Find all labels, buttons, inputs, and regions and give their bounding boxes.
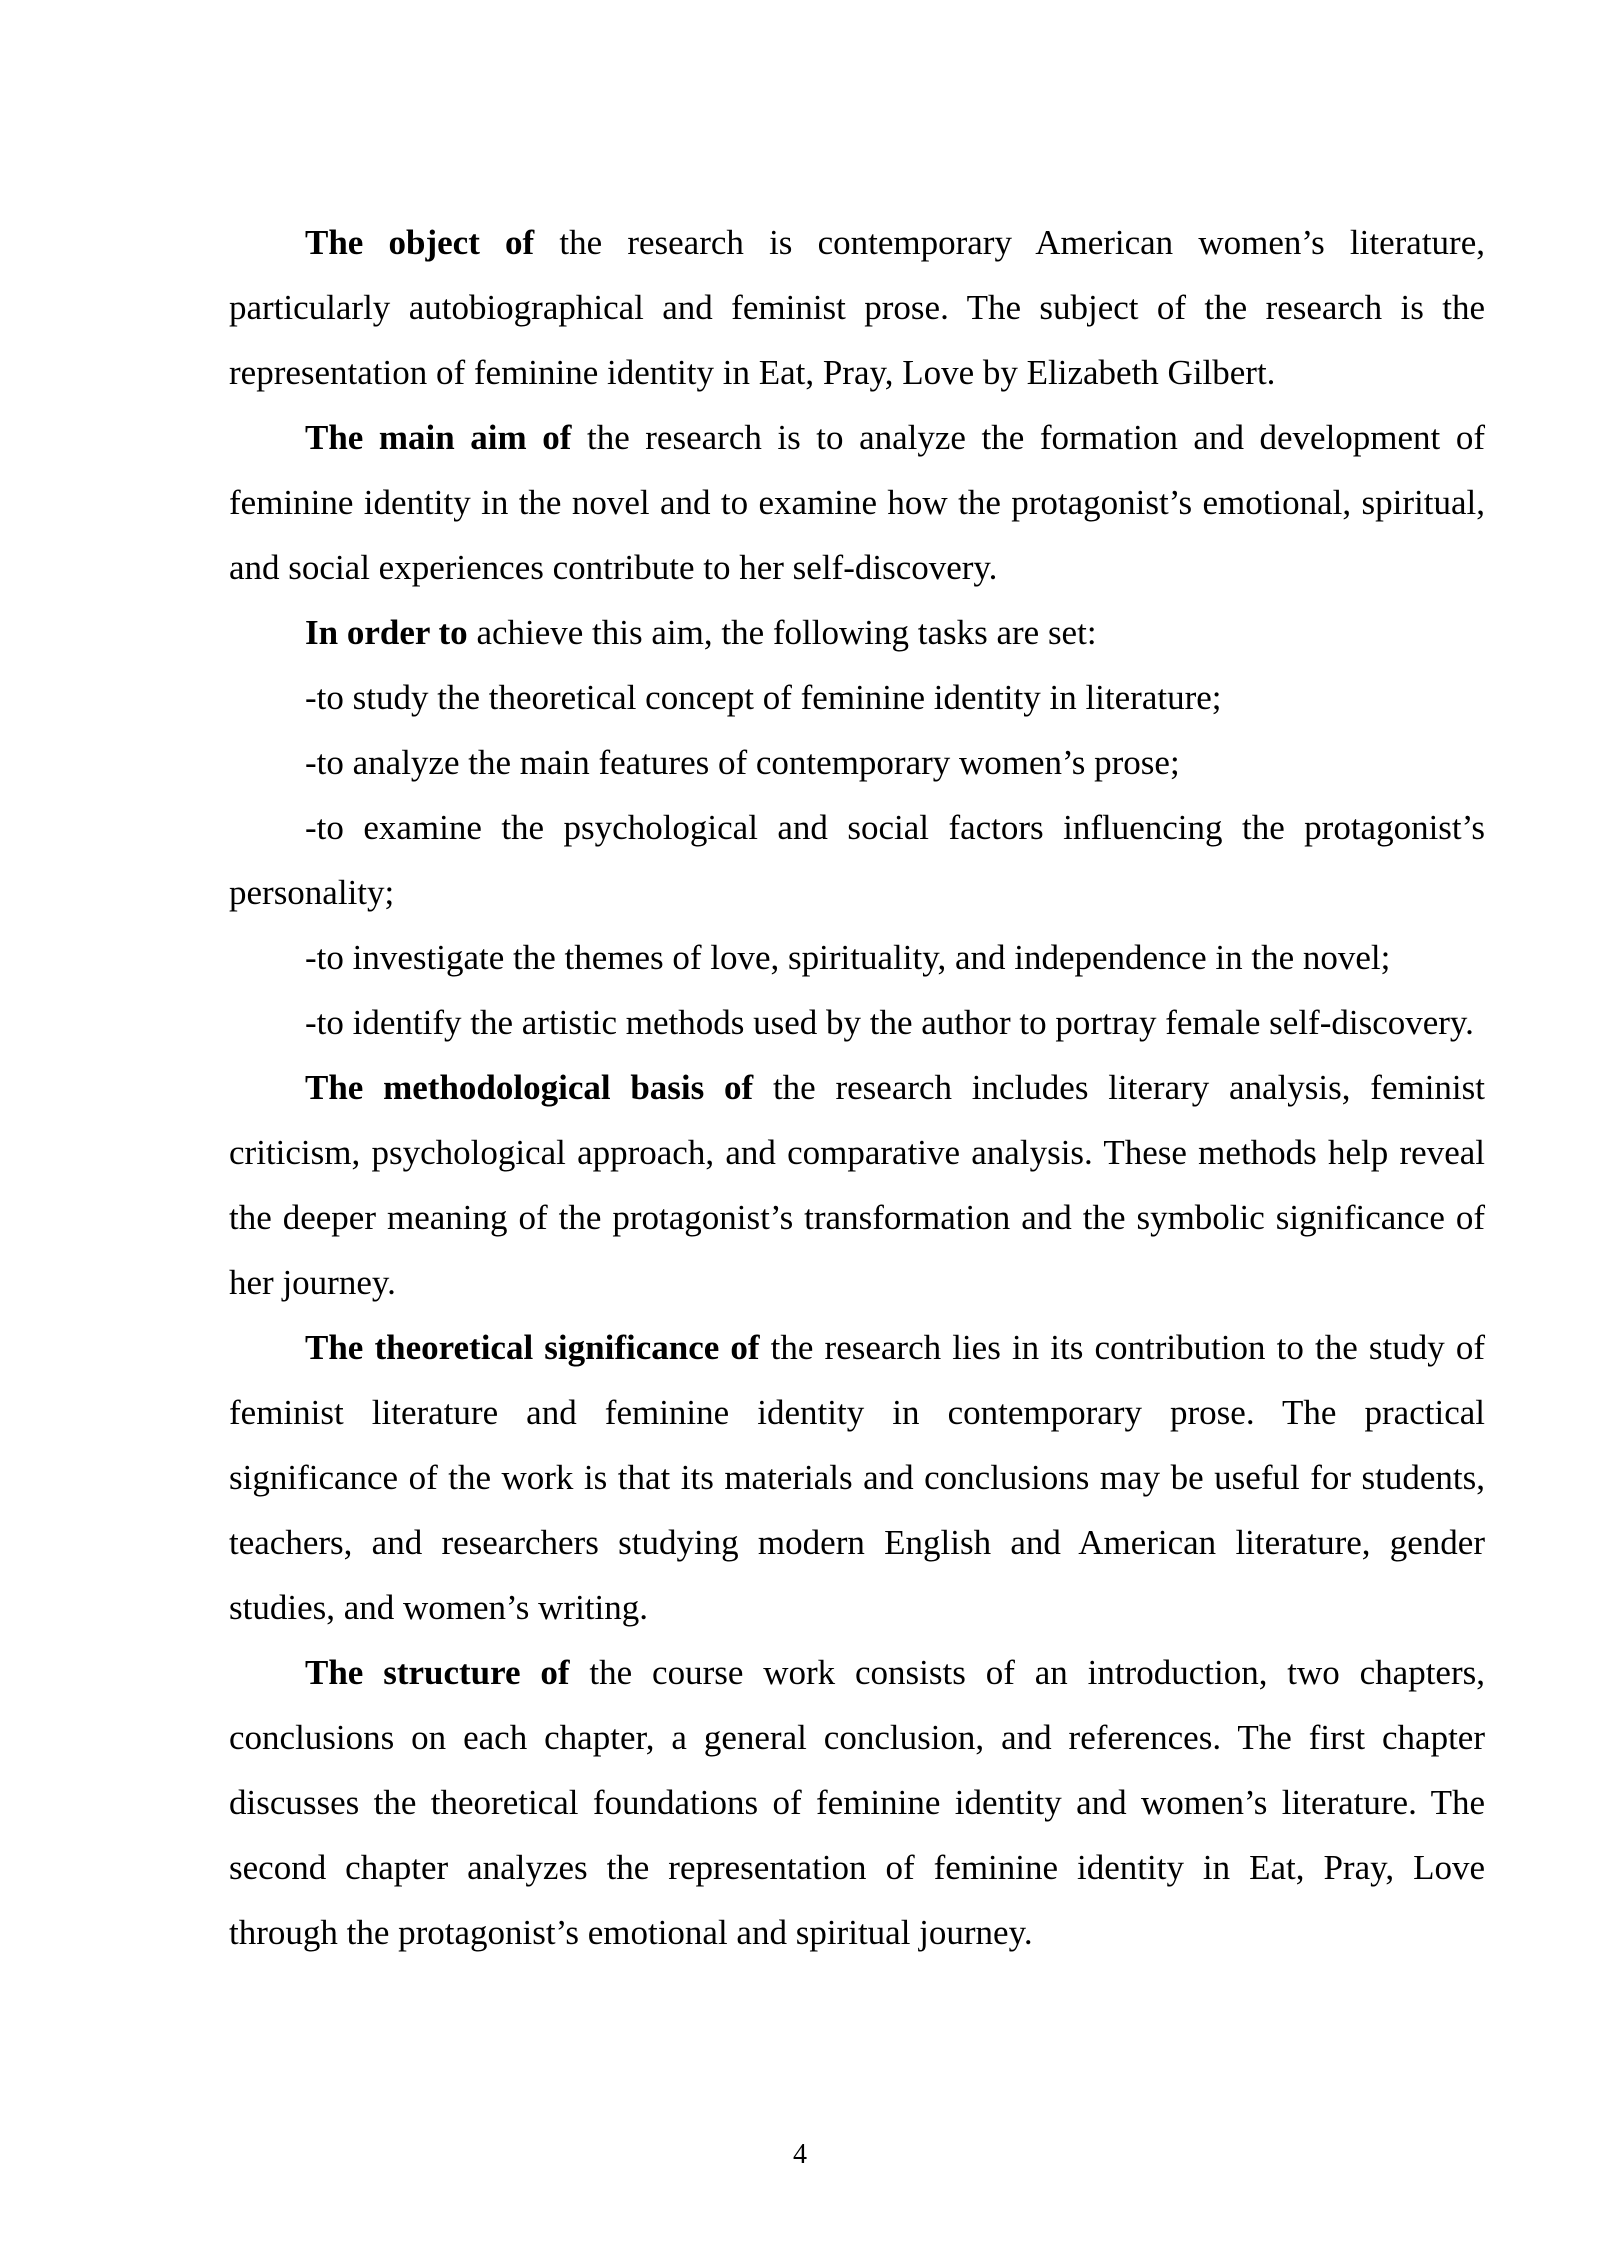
task-text: -to identify the artistic methods used by the author to portray female self-discovery. [305,1003,1474,1042]
paragraph-text: the research is contemporary American women’s literature, particularly autobiographical and feminist prose. The subject of the research is the representation of feminine identity in Eat, Pray, Love by Elizabeth Gilbert. [229,223,1485,392]
task-text: -to analyze the main features of contemporary women’s prose; [305,743,1180,782]
page-body [229,210,1485,1965]
paragraph-lead: The methodological basis of [305,1068,754,1107]
paragraph-lead: In order to [305,613,468,652]
paragraph-lead: The structure of [305,1653,570,1692]
task-text: -to study the theoretical concept of feminine identity in literature; [305,678,1222,717]
paragraph-theoretical-significance [229,1315,1485,1640]
task-text: -to investigate the themes of love, spirituality, and independence in the novel; [305,938,1391,977]
paragraph-lead: The theoretical significance of [305,1328,760,1367]
paragraph-text: the research includes literary analysis, feminist criticism, psychological approach, and comparative analysis. These methods help reveal the deeper meaning of the protagonist’s transformation and the symbolic significance of her journey. [229,1068,1485,1302]
paragraph-text: the course work consists of an introduction, two chapters, conclusions on each chapter, a general conclusion, and references. The first chapter discusses the theoretical foundations of feminine identity and women’s literature. The second chapter analyzes the representation of feminine identity in Eat, Pray, Love through the protagonist’s emotional and spiritual journey. [229,1653,1485,1952]
task-item [229,925,1485,990]
paragraph-text: achieve this aim, the following tasks are set: [467,613,1097,652]
task-item [229,665,1485,730]
paragraph-in-order-to [229,600,1485,665]
task-item [229,990,1485,1055]
paragraph-structure [229,1640,1485,1965]
paragraph-text: the research is to analyze the formation and development of feminine identity in the novel and to examine how the protagonist’s emotional, spiritual, and social experiences contribute to her self-discovery. [229,418,1485,587]
paragraph-lead: The object of [305,223,535,262]
paragraph-methodological-basis [229,1055,1485,1315]
page-number: 4 [793,2139,807,2170]
task-item [229,795,1485,925]
paragraph-object [229,210,1485,405]
paragraph-text: the research lies in its contribution to the study of feminist literature and feminine identity in contemporary prose. The practical significance of the work is that its materials and conclusions may be useful for students, teachers, and researchers studying modern English and American literature, gender studies, and women’s writing. [229,1328,1485,1627]
paragraph-main-aim [229,405,1485,600]
task-item [229,730,1485,795]
paragraph-lead: The main aim of [305,418,572,457]
task-text: -to examine the psychological and social factors influencing the protagonist’s personality; [229,808,1485,912]
